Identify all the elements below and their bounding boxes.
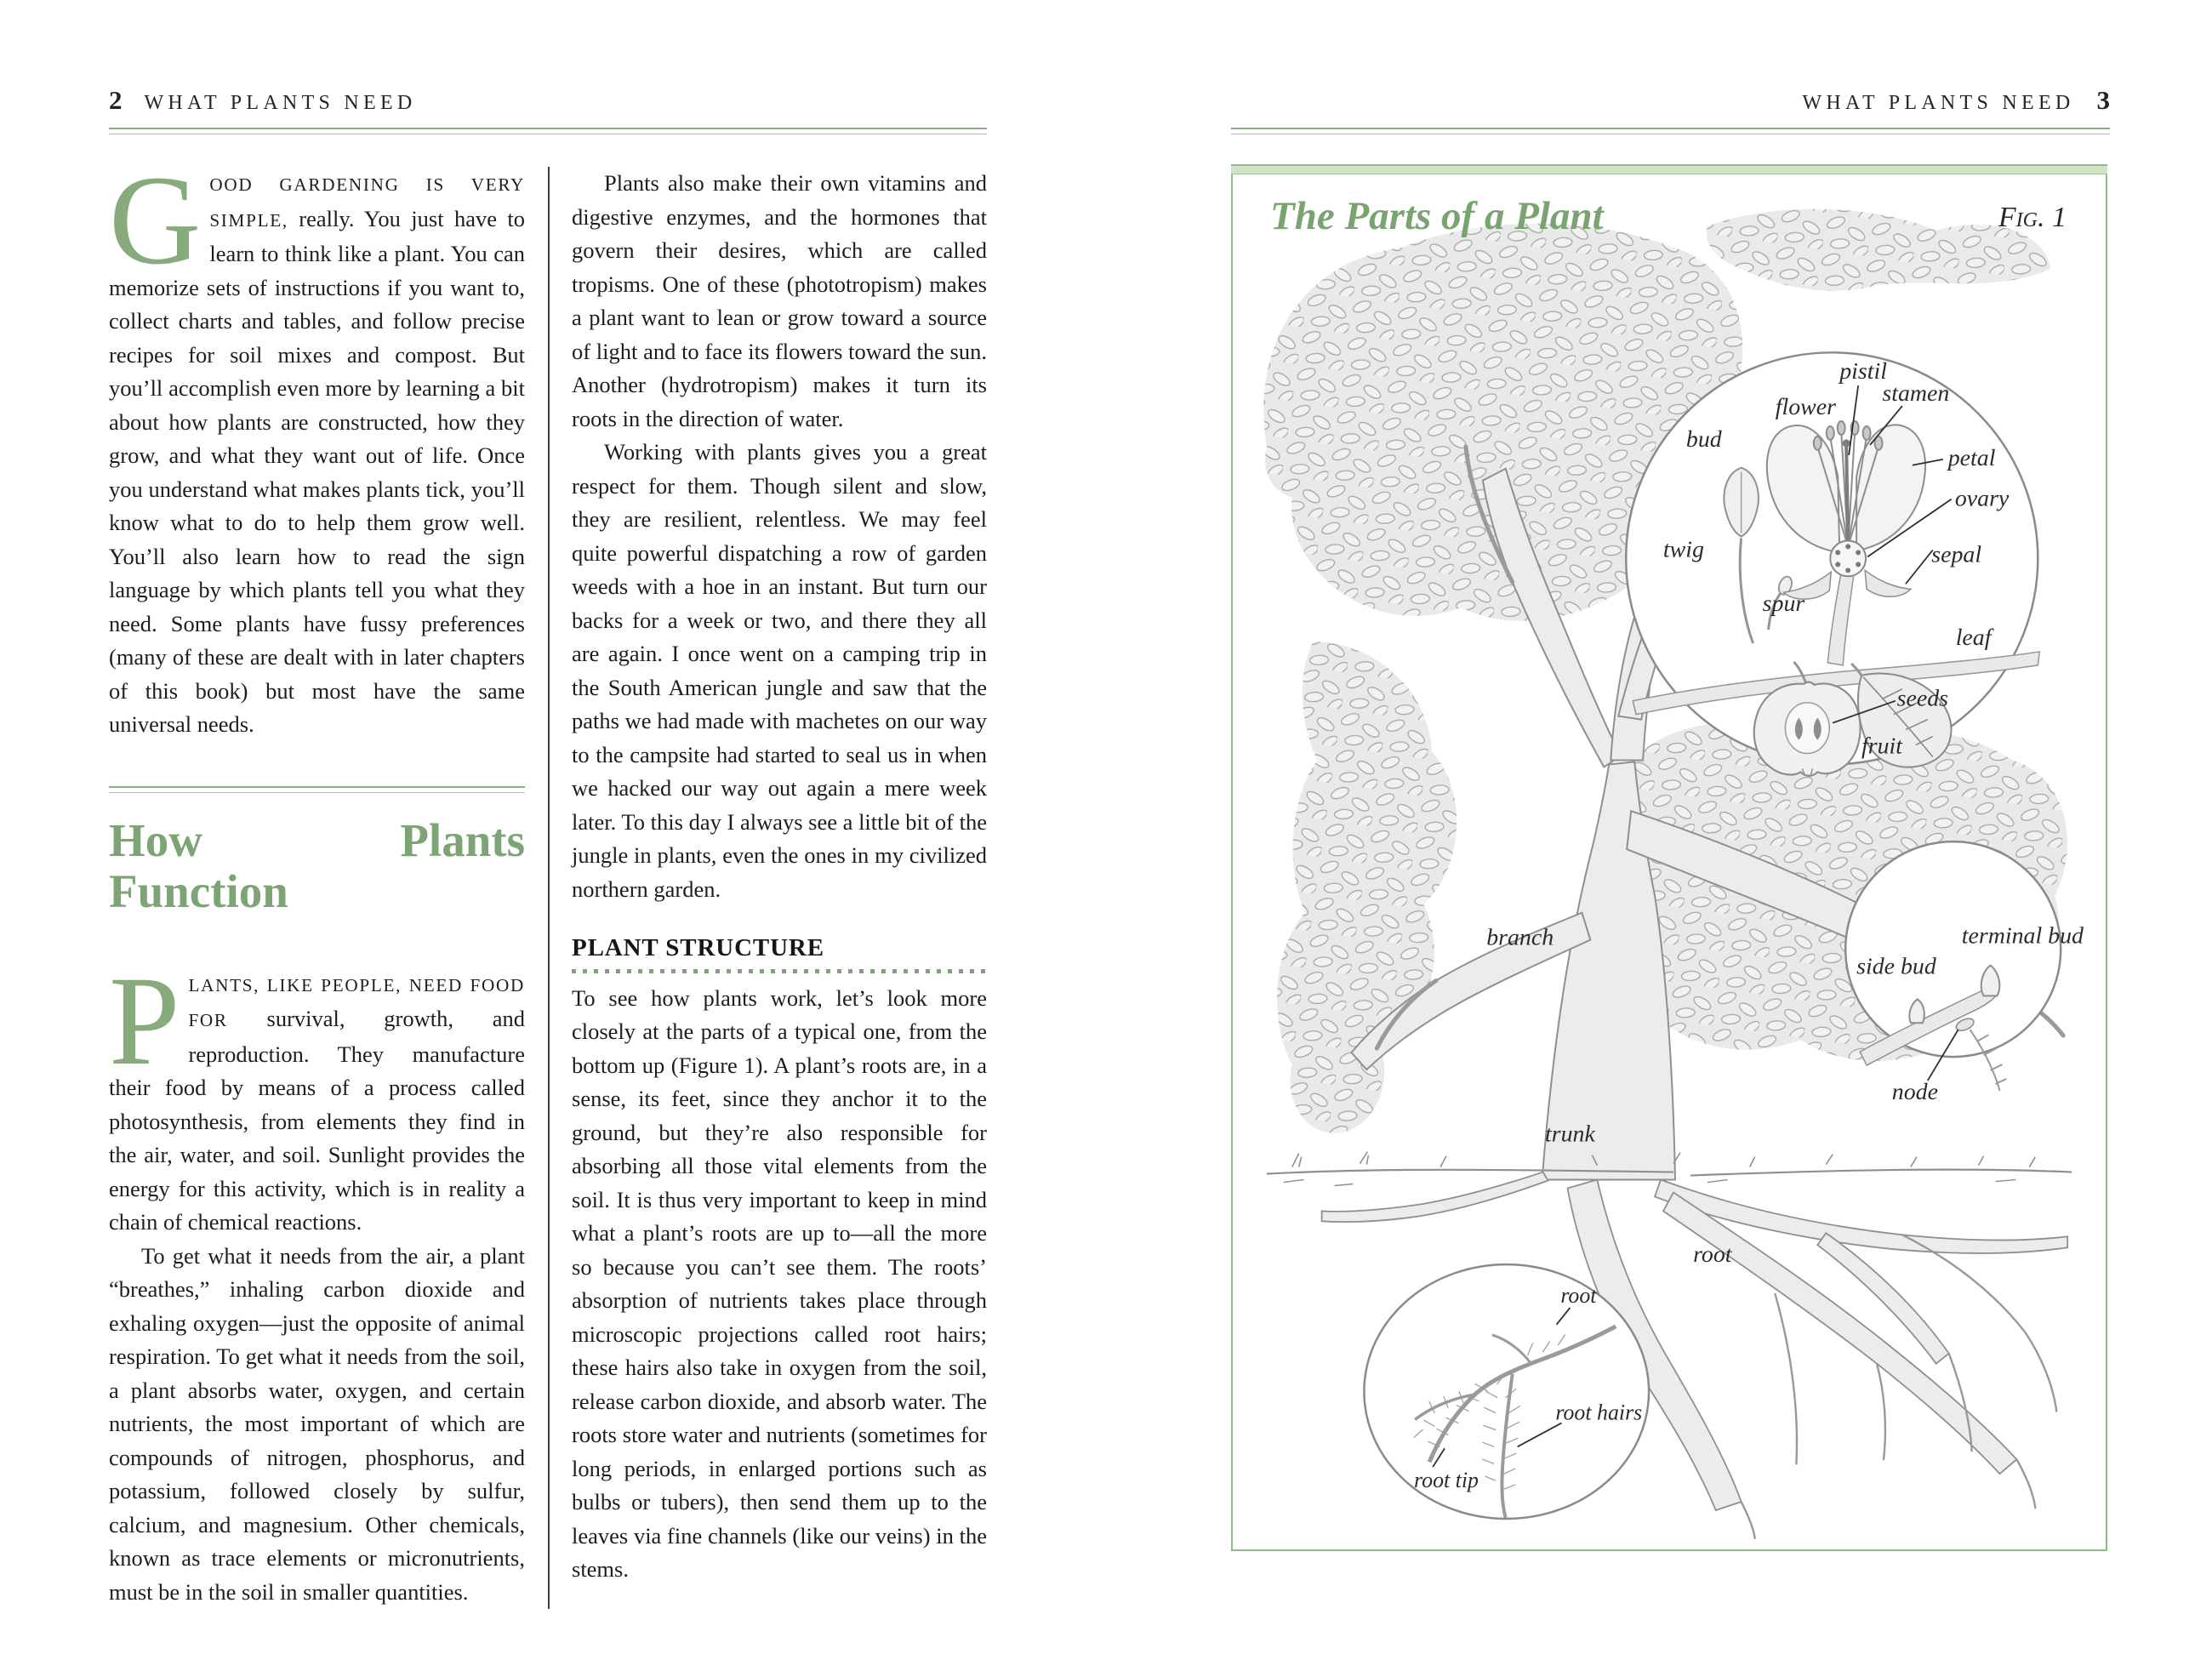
label-fruit: fruit <box>1861 733 1903 760</box>
right-page-number: 3 <box>2096 85 2110 115</box>
label-root: root <box>1693 1241 1732 1269</box>
label-branch: branch <box>1486 924 1554 951</box>
label-stamen: stamen <box>1882 380 1950 408</box>
section-heading: How Plants Function <box>109 813 525 917</box>
paragraph-vitamins: Plants also make their own vitamins and digestive enzymes, and the hormones that govern their desires, which are called tropisms. One of these (phototropism) makes a plant want to lean or grow toward a source of light and to face its flowers toward the sun. Another (hydrotropism) makes it turn its roots in the direction of water. <box>572 170 987 431</box>
figure-1-box <box>1231 164 2107 1551</box>
column-2 <box>572 167 987 1609</box>
paragraph-text: really. You just have to learn to think like a plant. You can memorize sets of instructions if you want to, collect charts and tables, and follow precise recipes for soil mixes and compost. But you’ll accomplish even more by learning a bit about how plants are constructed, how they grow, and what they want out of life. Once you understand what makes plants tick, you’ll know what to do to help them grow well. You’ll also learn how to read the sign language by which plants tell you what they need. Some plants have fussy preferences (many of these are dealt with in later chapters of this book) but most have the same universal needs. <box>109 205 526 737</box>
left-page-number: 2 <box>109 85 123 115</box>
label-trunk: trunk <box>1545 1121 1595 1148</box>
label-side-bud: side bud <box>1856 953 1936 980</box>
paragraph-plants-like-people <box>109 950 525 1240</box>
paragraph-working-with-plants: Working with plants gives you a great respect for them. Though silent and slow, they are resilient, relentless. We may feel quite powerful dispatching a row of garden weeds with a hoe in an instant. But turn our backs for a week or two, and there they all are again. I once went on a camping trip in the South American jungle and saw that the paths we had made with machetes on our way to the campsite had started to seal us in when we hacked our way out again a mere week later. To this day I always see a little bit of the jungle in plants, even the ones in my civilized northern garden. <box>572 439 987 902</box>
label-seeds: seeds <box>1896 685 1949 712</box>
column-1 <box>109 150 526 1609</box>
figure-number: Fig. 1 <box>1998 202 2067 233</box>
left-running-head: WHAT PLANTS NEED <box>144 92 417 114</box>
smallcaps-opener: OOD GARDENING IS VERY SIMPLE, <box>209 174 525 231</box>
label-ovary: ovary <box>1954 485 2010 512</box>
label-twig: twig <box>1662 536 1704 563</box>
left-header-rule <box>109 128 987 134</box>
section-rule <box>109 786 525 793</box>
left-page-text-block <box>109 150 987 1609</box>
plant-illustration <box>1233 164 2106 1549</box>
dropcap-g: G <box>109 150 202 291</box>
paragraph-text: survival, growth, and reproduction. They manufacture their food by means of a process called photosynthesis, from elements they find in the air, water, and soil. Sunlight provides the energy for this activity, which is in reality a chain of chemical reactions. <box>109 1006 525 1235</box>
label-root-hairs: root hairs <box>1555 1400 1643 1425</box>
right-running-head: WHAT PLANTS NEED <box>1802 92 2075 114</box>
label-pistil: pistil <box>1839 358 1887 385</box>
label-sepal: sepal <box>1931 541 1982 568</box>
right-header-rule <box>1231 128 2110 134</box>
paragraph-to-get-air: To get what it needs from the air, a plant “breathes,” inhaling carbon dioxide and exhaling oxygen—just the opposite of animal respiration. To get what it needs from the soil, a plant absorbs water, oxygen, and certain nutrients, the most important of which are compounds of nitrogen, phosphorus, and potassium, followed closely by sulfur, calcium, and magnesium. Other chemicals, known as trace elements or micronutrients, must be in the soil in smaller quantities. <box>109 1242 525 1605</box>
label-leaf: leaf <box>1955 624 1992 651</box>
figure-title: The Parts of a Plant <box>1270 194 1604 238</box>
left-page-header <box>109 85 987 136</box>
dropcap-p: P <box>109 950 180 1092</box>
root-inset-circle <box>1364 1264 1649 1519</box>
column-divider-rule <box>548 167 550 1609</box>
label-bud: bud <box>1685 425 1722 453</box>
paragraph-good-gardening <box>109 150 526 742</box>
subheading-plant-structure: PLANT STRUCTURE <box>572 934 824 961</box>
dotted-rule <box>572 969 987 973</box>
label-petal: petal <box>1947 444 1996 471</box>
label-terminal-bud: terminal bud <box>1961 922 2084 950</box>
paragraph-plant-structure: To see how plants work, let’s look more closely at the parts of a typical one, from the bottom up (Figure 1). A plant’s roots are, in a sense, its feet, since they anchor it to the ground, but they’re also responsible for absorbing all those vital elements from the soil. It is thus very important to keep in mind what a plant’s roots are up to—all the more so because you can’t see them. The roots’ absorption of nutrients takes place through microscopic projections called root hairs; these hairs also take in oxygen from the soil, release carbon dioxide, and absorb water. The roots store water and nutrients (sometimes for long periods, in enlarged portions such as bulbs or tubers), then send them up to the leaves via fine channels (like our veins) in the stems. <box>572 984 987 1582</box>
label-node: node <box>1891 1078 1938 1105</box>
label-flower: flower <box>1775 394 1836 421</box>
label-root-tip: root tip <box>1414 1468 1479 1493</box>
label-root-inset: root <box>1560 1282 1597 1308</box>
smallcaps-opener: LANTS, LIKE PEOPLE, NEED FOOD FOR <box>188 974 525 1030</box>
label-spur: spur <box>1762 590 1805 618</box>
right-page-header <box>1231 85 2110 136</box>
